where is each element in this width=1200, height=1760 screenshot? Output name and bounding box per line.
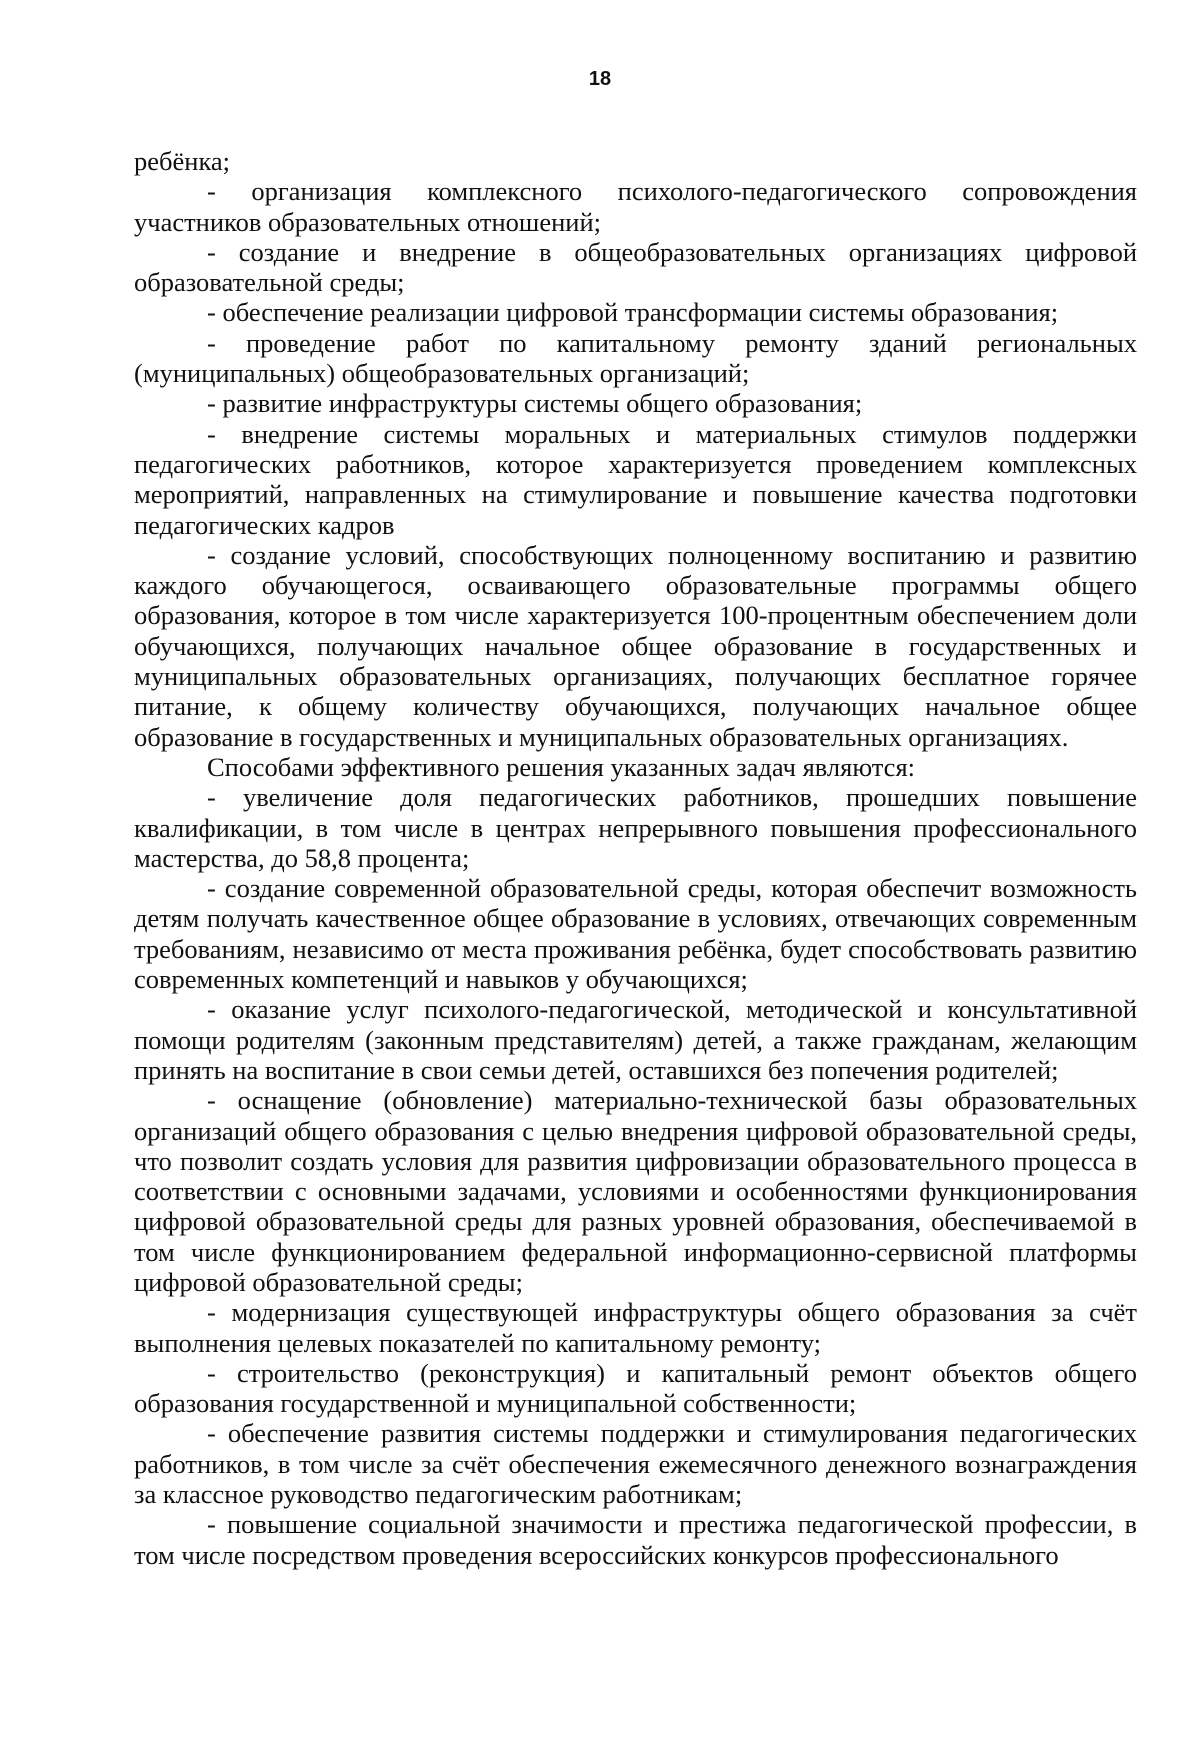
paragraph: - внедрение системы моральных и материальных стимулов поддержки педагогических работников, которое характеризуется проведением комплексных мероприятий, направленных на стимулирование и повышение качества подготовки педагогических кадров [134, 418, 1137, 540]
paragraph: - увеличение доля педагогических работников, прошедших повышение квалификации, в том числе в центрах непрерывного повышения профессионального мастерства, до 58,8 процента; [134, 782, 1137, 873]
paragraph: Способами эффективного решения указанных задач являются: [207, 751, 915, 782]
page-number: 18 [588, 68, 612, 90]
paragraph: - создание современной образовательной среды, которая обеспечит возможность детям получать качественное общее образование в условиях, отвечающих современным требованиям, независимо от места проживания ребёнка, будет способствовать развитию современных компетенций и навыков у обучающихся; [134, 873, 1137, 995]
paragraph: - организация комплексного психолого-педагогического сопровождения участников образовательных отношений; [134, 176, 1137, 237]
paragraph: - оснащение (обновление) материально-технической базы образовательных организаций общего образования с целью внедрения цифровой образовательной среды, что позволит создать условия для развития цифровизации образовательного процесса в соответствии с основными задачами, условиями и особенностями функционирования цифровой образовательной среды для разных уровней образования, обеспечиваемой в том числе функционированием федеральной информационно-сервисной платформы цифровой образовательной среды; [134, 1085, 1137, 1297]
paragraph: - оказание услуг психолого-педагогической, методической и консультативной помощи родителям (законным представителям) детей, а также гражданам, желающим принять на воспитание в свои семьи детей, оставшихся без попечения родителей; [134, 994, 1137, 1085]
paragraph: - повышение социальной значимости и престижа педагогической профессии, в том числе посредством проведения всероссийских конкурсов профессионального [134, 1509, 1137, 1570]
paragraph: - модернизация существующей инфраструктуры общего образования за счёт выполнения целевых показателей по капитальному ремонту; [134, 1297, 1137, 1358]
paragraph: - развитие инфраструктуры системы общего образования; [207, 388, 863, 419]
paragraph: - обеспечение реализации цифровой трансформации системы образования; [207, 297, 1059, 328]
paragraph: - создание и внедрение в общеобразовательных организациях цифровой образовательной среды; [134, 236, 1137, 298]
paragraph: - создание условий, способствующих полноценному воспитанию и развитию каждого обучающегося, осваивающего образовательные программы общего образования, которое в том числе характеризуется 100-процентным обеспечением доли обучающихся, получающих начальное общее образование в государственных и муниципальных образовательных организациях, получающих бесплатное горячее питание, к общему количеству обучающихся, получающих начальное общее образование в государственных и муниципальных образовательных организациях. [134, 539, 1137, 752]
paragraph: - обеспечение развития системы поддержки и стимулирования педагогических работников, в том числе за счёт обеспечения ежемесячного денежного вознаграждения за классное руководство педагогическим работникам; [134, 1418, 1137, 1510]
paragraph: ребёнка; [134, 146, 231, 176]
document-body [134, 146, 1137, 1570]
paragraph: - проведение работ по капитальному ремонту зданий региональных (муниципальных) общеобразовательных организаций; [134, 327, 1137, 389]
paragraph: - строительство (реконструкция) и капитальный ремонт объектов общего образования государственной и муниципальной собственности; [134, 1357, 1137, 1419]
